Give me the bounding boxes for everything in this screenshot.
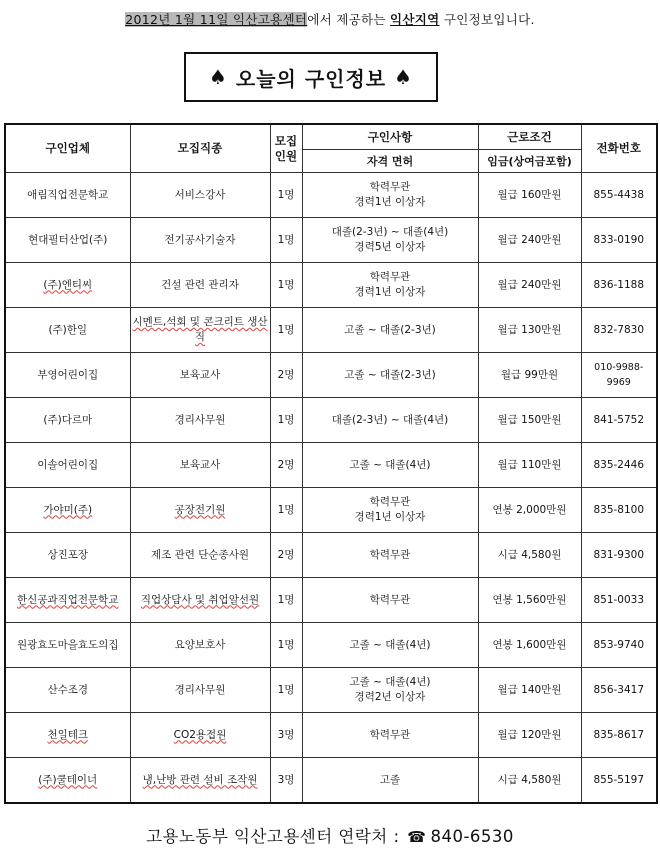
table-row: [5, 353, 657, 398]
position-cell: [130, 218, 270, 263]
table-row: [5, 488, 657, 533]
count-text: 1명: [277, 683, 295, 696]
position-cell: [130, 533, 270, 578]
company-cell: [5, 668, 130, 713]
wage-cell: 월급 110만원: [478, 443, 581, 488]
position-text: 서비스강사: [174, 188, 226, 201]
count-cell: [270, 578, 302, 623]
wage-cell: 월급 240만원: [478, 263, 581, 308]
qualification-cell: [302, 263, 478, 308]
company-cell: [5, 713, 130, 758]
education-text: 학력무관: [369, 271, 411, 283]
experience-text: 경력5년 이상자: [354, 241, 426, 253]
phone-cell: 855-5197: [581, 758, 657, 804]
position-cell: [130, 578, 270, 623]
count-cell: [270, 533, 302, 578]
job-listings-table: [4, 123, 658, 804]
education-text: 고졸 ~ 대졸(4년): [349, 638, 431, 651]
table-row: [5, 623, 657, 668]
footer-label: 고용노동부 익산고용센터 연락처 :: [146, 827, 400, 846]
header-position: 모집직종: [130, 124, 270, 173]
company-text: 부영어린이집: [37, 368, 99, 381]
position-text: 직업상담사 및 취업알선원: [140, 593, 260, 606]
header-region: 익산지역: [390, 12, 440, 27]
count-cell: [270, 398, 302, 443]
education-text: 대졸(2-3년) ~ 대졸(4년): [331, 226, 449, 238]
count-cell: [270, 353, 302, 398]
wage-cell: 월급 240만원: [478, 218, 581, 263]
count-text: 1명: [277, 233, 295, 246]
position-text: 요양보호사: [174, 638, 226, 651]
company-text: 원광효도마을효도의집: [17, 638, 119, 651]
header-company: 구인업체: [5, 124, 130, 173]
qualification-cell: [302, 713, 478, 758]
education-text: 학력무관: [369, 728, 411, 741]
education-text: 고졸 ~ 대졸(4년): [349, 458, 431, 471]
phone-cell: 835-8100: [581, 488, 657, 533]
education-text: 학력무관: [369, 548, 411, 561]
position-cell: [130, 173, 270, 218]
wage-cell: 월급 140만원: [478, 668, 581, 713]
table-row: [5, 443, 657, 488]
header-requirements: 구인사항: [302, 124, 478, 150]
phone-icon: ☎: [407, 828, 427, 846]
company-text: 이솔어린이집: [37, 458, 99, 471]
company-cell: [5, 218, 130, 263]
company-cell: [5, 398, 130, 443]
company-text: 가야미(주): [43, 503, 93, 516]
count-text: 1명: [277, 593, 295, 606]
table-body: [5, 173, 657, 804]
qualification-cell: [302, 218, 478, 263]
header-date-center: 2012년 1월 11일 익산고용센터: [125, 12, 308, 27]
count-cell: [270, 263, 302, 308]
count-text: 1명: [277, 413, 295, 426]
position-cell: [130, 308, 270, 353]
position-cell: [130, 263, 270, 308]
phone-cell: 836-1188: [581, 263, 657, 308]
company-text: 애림직업전문학교: [27, 188, 109, 201]
count-cell: [270, 488, 302, 533]
count-cell: [270, 713, 302, 758]
company-text: 현대필터산업(주): [28, 233, 108, 246]
count-cell: [270, 623, 302, 668]
education-text: 고졸 ~ 대졸(2-3년): [344, 368, 436, 381]
table-row: [5, 173, 657, 218]
table-row: [5, 263, 657, 308]
count-text: 3명: [277, 728, 295, 741]
phone-cell: 851-0033: [581, 578, 657, 623]
wage-cell: 연봉 2,000만원: [478, 488, 581, 533]
header-mid-text: 에서 제공하는: [307, 12, 391, 27]
education-text: 학력무관: [369, 181, 411, 193]
count-cell: [270, 308, 302, 353]
education-text: 고졸: [379, 773, 401, 786]
table-row: [5, 578, 657, 623]
qualification-cell: [302, 533, 478, 578]
education-text: 고졸 ~ 대졸(4년): [349, 676, 431, 688]
count-text: 1명: [277, 503, 295, 516]
experience-text: 경력1년 이상자: [354, 196, 426, 208]
header-count: [270, 124, 302, 173]
qualification-cell: [302, 443, 478, 488]
qualification-cell: [302, 488, 478, 533]
wage-cell: 월급 99만원: [478, 353, 581, 398]
position-text: CO2용접원: [173, 728, 227, 741]
header-line: [0, 10, 660, 28]
company-cell: [5, 578, 130, 623]
table-row: [5, 668, 657, 713]
footer-phone: 840-6530: [430, 827, 514, 846]
count-text: 2명: [277, 368, 295, 381]
education-text: 대졸(2-3년) ~ 대졸(4년): [331, 413, 449, 426]
company-text: 한신공과직업전문학교: [17, 593, 119, 606]
wage-cell: 월급 160만원: [478, 173, 581, 218]
table-row: [5, 218, 657, 263]
position-text: 냉,난방 관련 설비 조작원: [142, 773, 258, 786]
phone-cell: 832-7830: [581, 308, 657, 353]
experience-text: 경력1년 이상자: [354, 286, 426, 298]
experience-text: 경력2년 이상자: [354, 691, 426, 703]
education-text: 학력무관: [369, 496, 411, 508]
position-cell: [130, 668, 270, 713]
count-text: 2명: [277, 458, 295, 471]
table-row: [5, 758, 657, 804]
position-text: 전기공사기술자: [164, 233, 236, 246]
experience-text: 경력1년 이상자: [354, 511, 426, 523]
count-cell: [270, 218, 302, 263]
education-text: 고졸 ~ 대졸(2-3년): [344, 323, 436, 336]
wage-cell: 연봉 1,600만원: [478, 623, 581, 668]
count-text: 1명: [277, 638, 295, 651]
wage-cell: 시급 4,580원: [478, 758, 581, 804]
qualification-cell: [302, 353, 478, 398]
header-wage: 임금(상여금포함): [478, 150, 581, 173]
company-cell: [5, 263, 130, 308]
header-count-line1: 모집: [274, 133, 298, 148]
phone-cell: 010-9988-9969: [581, 353, 657, 398]
qualification-cell: [302, 578, 478, 623]
wage-cell: 월급 120만원: [478, 713, 581, 758]
company-cell: [5, 533, 130, 578]
position-cell: [130, 488, 270, 533]
company-cell: [5, 443, 130, 488]
company-cell: [5, 173, 130, 218]
qualification-cell: [302, 623, 478, 668]
count-text: 1명: [277, 278, 295, 291]
table-row: [5, 713, 657, 758]
qualification-cell: [302, 173, 478, 218]
header-qualification: 자격 면허: [302, 150, 478, 173]
wage-cell: 월급 150만원: [478, 398, 581, 443]
phone-cell: 841-5752: [581, 398, 657, 443]
position-text: 건설 관련 관리자: [161, 278, 239, 291]
phone-cell: 833-0190: [581, 218, 657, 263]
header-phone: 전화번호: [581, 124, 657, 173]
phone-cell: 855-4438: [581, 173, 657, 218]
position-cell: [130, 713, 270, 758]
qualification-cell: [302, 308, 478, 353]
phone-cell: 835-2446: [581, 443, 657, 488]
header-tail-text: 구인정보입니다.: [439, 12, 535, 27]
position-cell: [130, 623, 270, 668]
wage-cell: 시급 4,580원: [478, 533, 581, 578]
count-text: 3명: [277, 773, 295, 786]
phone-cell: 853-9740: [581, 623, 657, 668]
position-text: 공장전기원: [174, 503, 226, 516]
position-text: 경리사무원: [174, 683, 226, 696]
count-text: 1명: [277, 188, 295, 201]
position-cell: [130, 443, 270, 488]
position-text: 보육교사: [179, 458, 221, 471]
company-cell: [5, 488, 130, 533]
count-cell: [270, 443, 302, 488]
position-cell: [130, 758, 270, 804]
education-text: 학력무관: [369, 593, 411, 606]
table-row: [5, 533, 657, 578]
header-count-line2: 인원: [274, 148, 298, 163]
company-text: 산수조경: [47, 683, 89, 696]
header-conditions: 근로조건: [478, 124, 581, 150]
qualification-cell: [302, 668, 478, 713]
count-cell: [270, 173, 302, 218]
count-text: 2명: [277, 548, 295, 561]
company-cell: [5, 353, 130, 398]
company-text: (주)한일: [48, 323, 88, 336]
qualification-cell: [302, 758, 478, 804]
count-cell: [270, 758, 302, 804]
company-text: 상진포장: [47, 548, 89, 561]
position-text: 제조 관련 단순종사원: [151, 548, 249, 561]
count-text: 1명: [277, 323, 295, 336]
company-cell: [5, 308, 130, 353]
company-cell: [5, 623, 130, 668]
phone-cell: 856-3417: [581, 668, 657, 713]
company-text: (주)엔티씨: [43, 278, 93, 291]
wage-cell: 연봉 1,560만원: [478, 578, 581, 623]
company-text: 천일테크: [47, 728, 89, 741]
page-title: 오늘의 구인정보: [235, 66, 387, 91]
count-cell: [270, 668, 302, 713]
title-box: [184, 52, 438, 102]
position-text: 보육교사: [179, 368, 221, 381]
company-cell: [5, 758, 130, 804]
table-row: [5, 398, 657, 443]
spade-icon: ♠: [208, 65, 228, 89]
qualification-cell: [302, 398, 478, 443]
phone-cell: 831-9300: [581, 533, 657, 578]
wage-cell: 월급 130만원: [478, 308, 581, 353]
position-text: 경리사무원: [174, 413, 226, 426]
position-cell: [130, 353, 270, 398]
company-text: (주)쿨테이너: [38, 773, 98, 786]
position-text: 시멘트,석회 및 콘크리트 생산직: [132, 316, 268, 343]
spade-icon: ♠: [394, 65, 414, 89]
footer-contact: [0, 823, 660, 847]
position-cell: [130, 398, 270, 443]
company-text: (주)다르마: [43, 413, 93, 426]
phone-cell: 835-8617: [581, 713, 657, 758]
table-row: [5, 308, 657, 353]
